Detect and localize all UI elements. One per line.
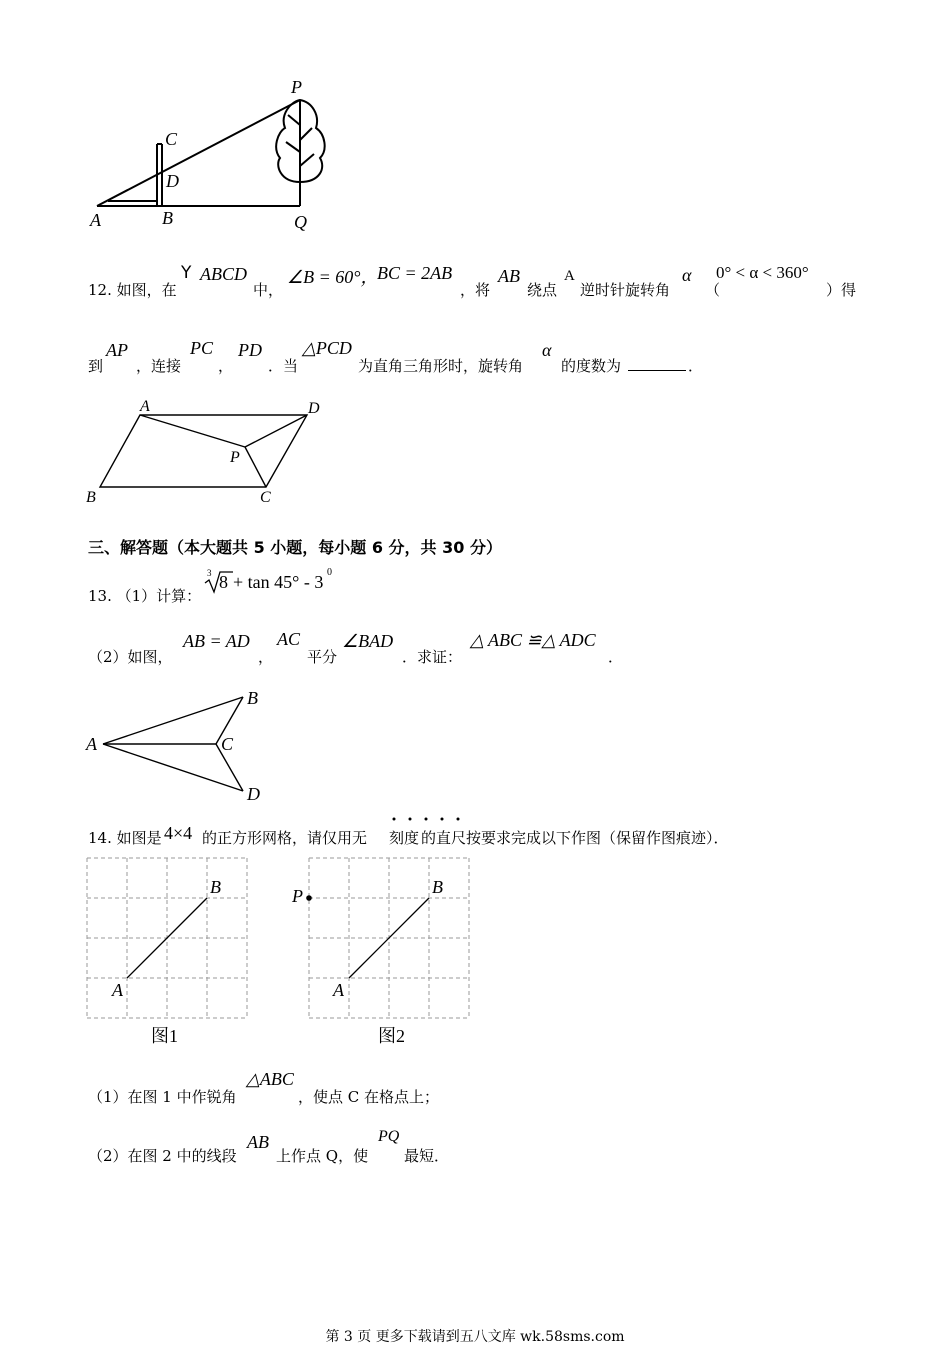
q12-triangle: △PCD [302,338,352,358]
q14-part1-text: （1）在图 1 中作锐角 [88,1088,237,1106]
q12-text: 逆时针旋转角 [580,281,671,299]
label-c: C [165,129,178,149]
label-c: C [260,489,271,506]
q14-pq: PQ [378,1128,400,1145]
q12-number: 12. 如图，在 [88,281,177,299]
label-b: B [247,688,258,708]
label-p: P [230,449,240,466]
q12-text: 的度数为 [561,357,622,375]
q13-congruence: △ ABC ≌△ ADC [470,630,596,650]
q13-angle: ∠BAD [342,631,394,651]
q12-text: 绕点 [527,281,558,299]
q12-ab: AB [498,266,520,286]
q12-text: ．当 [268,357,299,375]
q12-text: 到 [88,357,104,375]
label-b: B [86,489,96,506]
q13-text: ．求证： [402,648,463,666]
radical-sign [203,570,233,594]
root-radicand: 8 [219,572,228,592]
expression-exponent: 0 [327,567,332,578]
label-a: A [86,734,97,754]
q14-triangle: △ABC [246,1069,294,1089]
expression-rest: + tan 45° - 3 [233,572,324,592]
q13-ab-ad: AB = AD [183,631,250,651]
label-p: P [291,77,302,97]
label-b: B [432,877,443,897]
q12-text: 为直角三角形时，旋转角 [358,357,524,375]
label-a: A [140,398,150,415]
q13-text: ． [608,648,624,666]
q12-range: 0° < α < 360° [716,263,809,282]
q12-bc: BC = 2AB [377,263,453,283]
q13-part2-label: （2）如图， [88,648,173,666]
q14-part2-text: 上作点 Q，使 [276,1147,369,1165]
answer-blank[interactable] [628,356,686,371]
label-a: A [112,980,123,1000]
label-d: D [166,171,179,191]
point-p [306,895,312,901]
label-b: B [210,877,221,897]
q12-alpha: α [542,340,552,360]
q12-parallelogram: ABCD [200,264,247,284]
q12-text: ． [688,357,704,375]
parallelogram-symbol: Y [181,263,192,283]
label-b: B [162,208,173,228]
label-a: A [333,980,344,1000]
section-heading: 三、解答题（本大题共 5 小题，每小题 6 分，共 30 分） [88,538,502,557]
q14-grid-size: 4×4 [164,823,193,843]
q14-emphasis [389,827,419,848]
q14-part1-text: ，使点 C 在格点上； [298,1088,440,1106]
q12-text: ，将 [460,281,491,299]
figure-q13 [80,680,290,810]
q12-text: ）得 [826,281,857,299]
q12-point-a: A [564,268,575,284]
q14-part2-text: 最短． [404,1147,450,1165]
root-index: 3 [207,568,212,578]
q14-text: 14. 如图是 [88,829,162,847]
figure-caption: 图2 [378,1026,405,1046]
emphasis-dots [390,816,470,822]
label-p: P [292,886,303,906]
label-c: C [221,734,234,754]
q13-text: ， [258,648,274,666]
q14-emphasis-text: 刻度 [389,829,420,847]
q14-part2-text: （2）在图 2 中的线段 [88,1147,237,1165]
figure-q12 [80,395,340,515]
q13-ac: AC [277,629,301,649]
label-a: A [90,210,101,230]
q13-part1-label: 13. （1）计算： [88,587,202,605]
q12-text: 中， [253,281,284,299]
q13-text: 平分 [307,648,338,666]
q14-text: 的正方形网格，请仅用无 [202,829,368,847]
label-q: Q [294,212,307,232]
q12-angle: ∠B = 60°， [287,267,379,287]
q14-ab: AB [247,1132,269,1152]
page-footer: 第 3 页 更多下载请到五八文库 wk.58sms.com [325,1329,625,1345]
q12-alpha: α [682,265,692,285]
figure-q11 [80,70,360,240]
q12-text: （ [705,281,721,299]
figure-caption: 图1 [151,1026,178,1046]
q14-text: 的直尺按要求完成以下作图（保留作图痕迹）． [421,829,729,847]
figure-q14-grids [80,850,480,1060]
q12-ap: AP [106,340,128,360]
q12-text: ， [218,357,234,375]
q12-text: ，连接 [136,357,182,375]
q12-pd: PD [238,340,262,360]
q12-pc: PC [190,338,214,358]
label-d: D [247,784,260,804]
label-d: D [308,400,320,417]
